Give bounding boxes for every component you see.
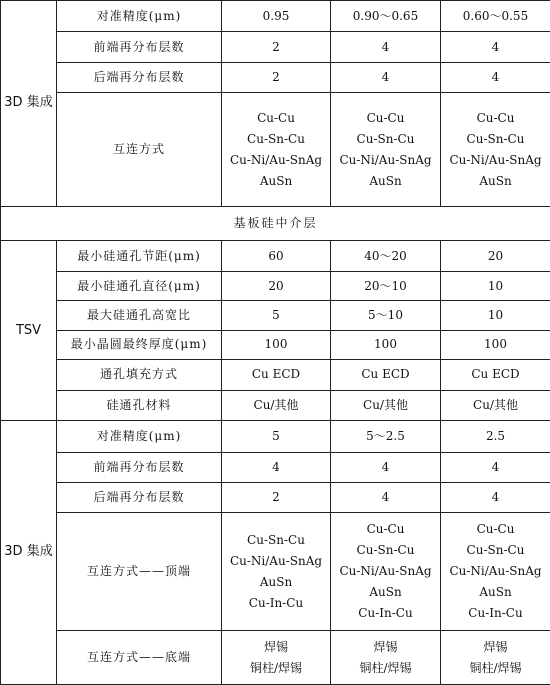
param-label: 最大硅通孔高宽比 bbox=[57, 301, 222, 330]
param-label-top: 互连方式——顶端 bbox=[57, 513, 222, 631]
cell-line: Cu-In-Cu bbox=[248, 595, 304, 610]
cell-value: 4 bbox=[331, 482, 441, 512]
section-header: 基板硅中介层 bbox=[1, 206, 550, 241]
cell-value: Cu/其他 bbox=[222, 390, 331, 420]
cell-multiline bbox=[331, 93, 441, 207]
cell-line: Cu-Ni/Au-SnAg bbox=[339, 564, 432, 579]
table-row bbox=[1, 513, 550, 631]
cell-line: Cu-Sn-Cu bbox=[247, 532, 305, 547]
cell-value: 40～20 bbox=[331, 241, 441, 271]
cell-line: Cu-In-Cu bbox=[468, 606, 523, 621]
cell-value: 0.60～0.55 bbox=[441, 1, 550, 32]
cell-value: 20 bbox=[441, 241, 550, 271]
cell-line: 焊锡 bbox=[483, 639, 508, 654]
param-label: 对准精度(μm) bbox=[57, 1, 222, 32]
table-row bbox=[1, 452, 550, 482]
table-row bbox=[1, 301, 550, 330]
cell-multiline bbox=[222, 631, 331, 685]
param-label: 最小硅通孔节距(μm) bbox=[57, 241, 222, 271]
table-row bbox=[1, 631, 550, 685]
cell-multiline bbox=[441, 93, 550, 207]
cell-value: 0.90～0.65 bbox=[331, 1, 441, 32]
param-label: 硅通孔材料 bbox=[57, 390, 222, 420]
cell-line: AuSn bbox=[259, 574, 293, 589]
cell-value: 100 bbox=[331, 330, 441, 359]
cell-value: 4 bbox=[222, 452, 331, 482]
param-label: 通孔填充方式 bbox=[57, 360, 222, 390]
cell-value: 10 bbox=[441, 301, 550, 330]
cell-value: 4 bbox=[441, 452, 550, 482]
group-label-tsv: TSV bbox=[1, 241, 57, 421]
param-label-bottom: 互连方式——底端 bbox=[57, 631, 222, 685]
cell-line: AuSn bbox=[479, 585, 512, 600]
cell-value: 60 bbox=[222, 241, 331, 271]
cell-line: Cu-In-Cu bbox=[358, 606, 413, 621]
table-row bbox=[1, 62, 550, 92]
cell-value: Cu ECD bbox=[441, 360, 550, 390]
cell-multiline bbox=[222, 513, 331, 631]
cell-line: Cu-Ni/Au-SnAg bbox=[449, 152, 542, 167]
table-row bbox=[1, 390, 550, 420]
cell-value: 2 bbox=[222, 62, 331, 92]
table-row bbox=[1, 482, 550, 512]
cell-value: 100 bbox=[441, 330, 550, 359]
cell-line: Cu-Sn-Cu bbox=[247, 131, 305, 146]
cell-multiline bbox=[331, 631, 441, 685]
table-row bbox=[1, 241, 550, 271]
cell-value: 4 bbox=[331, 32, 441, 62]
cell-value: 0.95 bbox=[222, 1, 331, 32]
cell-line: Cu-Ni/Au-SnAg bbox=[229, 152, 323, 167]
cell-line: Cu-Sn-Cu bbox=[356, 543, 415, 558]
cell-multiline bbox=[331, 513, 441, 631]
cell-value: Cu ECD bbox=[331, 360, 441, 390]
cell-value: 100 bbox=[222, 330, 331, 359]
cell-value: 5～2.5 bbox=[331, 421, 441, 452]
param-label: 最小晶圆最终厚度(μm) bbox=[57, 330, 222, 359]
cell-line: 铜柱/焊锡 bbox=[249, 660, 303, 675]
cell-line: AuSn bbox=[479, 173, 512, 188]
cell-value: 10 bbox=[441, 271, 550, 300]
cell-line: AuSn bbox=[259, 173, 293, 188]
cell-line: 焊锡 bbox=[263, 639, 288, 654]
param-label: 前端再分布层数 bbox=[57, 32, 222, 62]
cell-value: 20～10 bbox=[331, 271, 441, 300]
cell-value: Cu/其他 bbox=[331, 390, 441, 420]
param-label: 最小硅通孔直径(μm) bbox=[57, 271, 222, 300]
cell-line: Cu-Ni/Au-SnAg bbox=[449, 564, 542, 579]
cell-value: 2 bbox=[222, 482, 331, 512]
cell-value: 2 bbox=[222, 32, 331, 62]
cell-line: 铜柱/焊锡 bbox=[469, 660, 522, 675]
cell-multiline bbox=[441, 631, 550, 685]
table-row bbox=[1, 1, 550, 32]
cell-line: Cu-Cu bbox=[366, 110, 405, 125]
cell-line: AuSn bbox=[369, 585, 402, 600]
param-label: 后端再分布层数 bbox=[57, 482, 222, 512]
table-row bbox=[1, 360, 550, 390]
param-label: 前端再分布层数 bbox=[57, 452, 222, 482]
cell-line: Cu-Sn-Cu bbox=[356, 131, 415, 146]
cell-line: Cu-Ni/Au-SnAg bbox=[229, 553, 323, 568]
cell-line: Cu-Cu bbox=[476, 110, 515, 125]
cell-value: 2.5 bbox=[441, 421, 550, 452]
group-label-3d-bottom: 3D 集成 bbox=[1, 421, 57, 685]
cell-value: 5 bbox=[222, 421, 331, 452]
cell-line: Cu-Cu bbox=[257, 110, 295, 125]
cell-value: Cu/其他 bbox=[441, 390, 550, 420]
param-label: 对准精度(μm) bbox=[57, 421, 222, 452]
param-label: 后端再分布层数 bbox=[57, 62, 222, 92]
cell-value: 5～10 bbox=[331, 301, 441, 330]
cell-value: 4 bbox=[331, 452, 441, 482]
cell-line: AuSn bbox=[369, 173, 402, 188]
cell-multiline bbox=[222, 93, 331, 207]
cell-value: 4 bbox=[441, 62, 550, 92]
cell-line: Cu-Sn-Cu bbox=[466, 131, 525, 146]
cell-line: Cu-Cu bbox=[366, 522, 405, 537]
table-row bbox=[1, 421, 550, 452]
table-row bbox=[1, 330, 550, 359]
cell-multiline bbox=[441, 513, 550, 631]
group-label-3d-top: 3D 集成 bbox=[1, 1, 57, 207]
cell-line: Cu-Ni/Au-SnAg bbox=[339, 152, 432, 167]
table-row bbox=[1, 93, 550, 207]
table-row bbox=[1, 32, 550, 62]
cell-value: 4 bbox=[331, 62, 441, 92]
cell-line: Cu-Cu bbox=[476, 522, 515, 537]
cell-line: Cu-Sn-Cu bbox=[466, 543, 525, 558]
cell-value: 5 bbox=[222, 301, 331, 330]
cell-line: 铜柱/焊锡 bbox=[359, 660, 412, 675]
table-row bbox=[1, 206, 550, 241]
cell-value: 4 bbox=[441, 32, 550, 62]
param-label: 互连方式 bbox=[57, 93, 222, 207]
cell-line: 焊锡 bbox=[373, 639, 398, 654]
cell-value: 4 bbox=[441, 482, 550, 512]
table-row bbox=[1, 271, 550, 300]
cell-value: Cu ECD bbox=[222, 360, 331, 390]
cell-value: 20 bbox=[222, 271, 331, 300]
